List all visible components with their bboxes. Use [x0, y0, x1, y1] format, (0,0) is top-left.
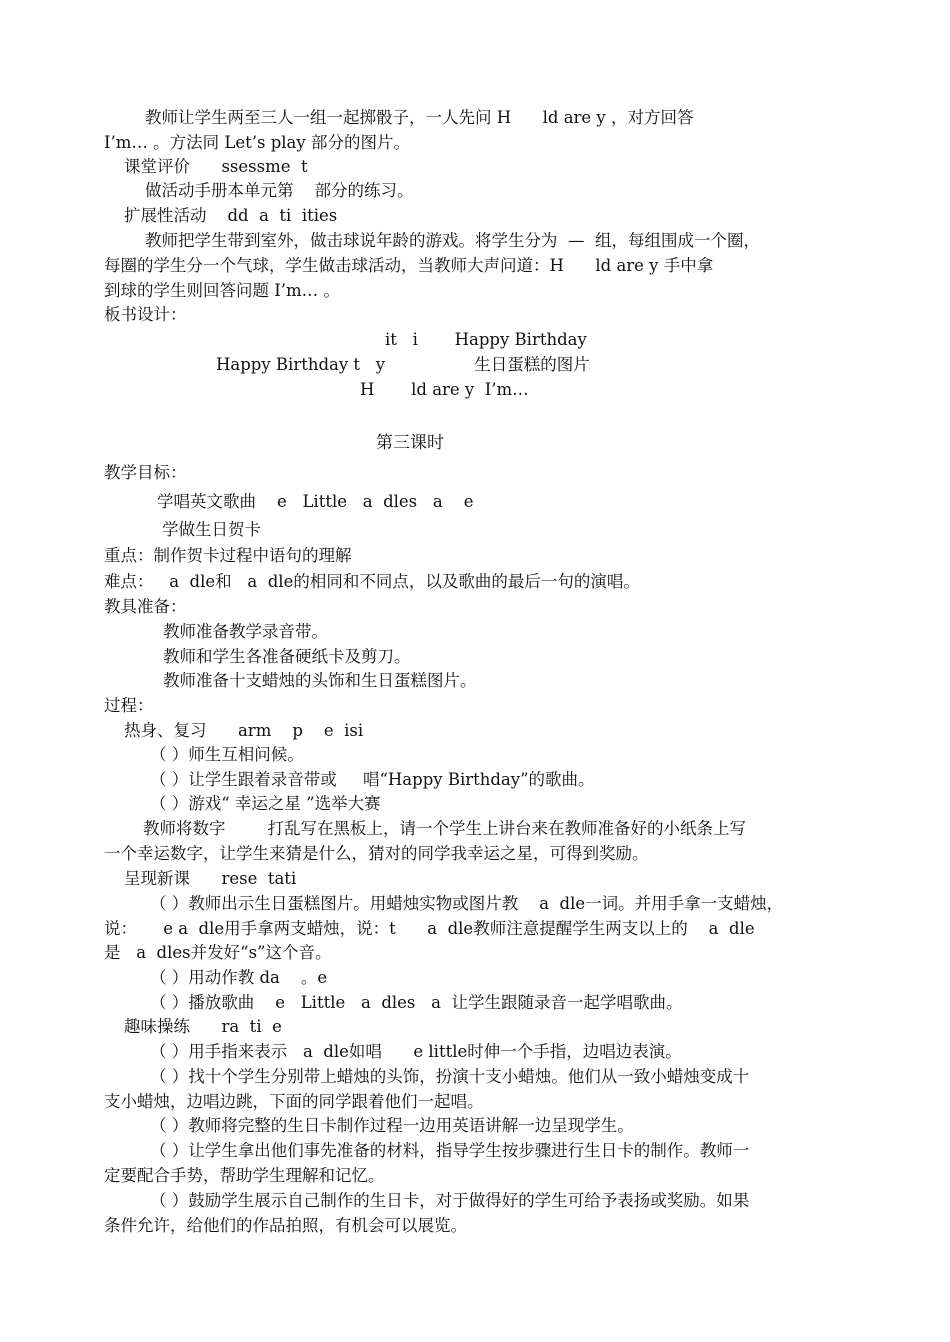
section-heading: 教具准备： [104, 597, 187, 616]
list-item: （ ）师生互相问候。 [150, 745, 304, 764]
list-item: （ ）用动作教 da 。e [150, 968, 328, 987]
paragraph-line: 重点：制作贺卡过程中语句的理解 [104, 546, 352, 565]
paragraph-line: 是 a dles并发好“s”这个音。 [104, 943, 332, 962]
list-item: 教师准备十支蜡烛的头饰和生日蛋糕图片。 [163, 671, 477, 690]
subsection-heading: 呈现新课 rese tati [124, 869, 297, 888]
paragraph-line: 教师将数字 打乱写在黑板上，请一个学生上讲台来在教师准备好的小纸条上写 [143, 819, 746, 838]
list-item: （ ）让学生跟着录音带或 唱“Happy Birthday”的歌曲。 [150, 770, 595, 789]
list-item: 学做生日贺卡 [162, 520, 261, 539]
section-heading: 课堂评价 ssessme t [124, 157, 308, 176]
section-heading: 板书设计： [104, 305, 187, 324]
board-design-line: H ld are y I’m… [360, 380, 529, 399]
section-heading: 扩展性活动 dd a ti ities [124, 206, 338, 225]
paragraph-line: 难点： a dle和 a dle的相同和不同点，以及歌曲的最后一句的演唱。 [104, 572, 640, 591]
board-design-line: Happy Birthday t y 生日蛋糕的图片 [216, 355, 590, 374]
list-item: （ ）用手指来表示 a dle如唱 e little时伸一个手指，边唱边表演。 [150, 1042, 682, 1061]
paragraph-line: 教师把学生带到室外，做击球说年龄的游戏。将学生分为 — 组，每组围成一个圈， [145, 231, 760, 250]
paragraph-line: 支小蜡烛，边唱边跳，下面的同学跟着他们一起唱。 [104, 1092, 484, 1111]
board-design-line: it i Happy Birthday [385, 330, 587, 349]
list-item: 教师准备教学录音带。 [163, 622, 328, 641]
lesson-title: 第三课时 [376, 433, 444, 453]
paragraph-line: 每圈的学生分一个气球，学生做击球活动，当教师大声问道：H ld are y 手中拿 [104, 256, 714, 275]
paragraph-line: 一个幸运数字，让学生来猜是什么，猜对的同学我幸运之星，可得到奖励。 [104, 844, 649, 863]
paragraph-line: 教师让学生两至三人一组一起掷骰子，一人先问 H ld are y ，对方回答 [145, 108, 694, 127]
subsection-heading: 热身、复习 arm p e isi [124, 721, 364, 740]
list-item: （ ）播放歌曲 e Little a dles a 让学生跟随录音一起学唱歌曲。 [150, 993, 683, 1012]
subsection-heading: 趣味操练 ra ti e [124, 1017, 282, 1036]
paragraph-line: 到球的学生则回答问题 I’m… 。 [104, 281, 340, 300]
list-item: （ ）找十个学生分别带上蜡烛的头饰，扮演十支小蜡烛。他们从一致小蜡烛变成十 [150, 1067, 750, 1086]
list-item: （ ）教师出示生日蛋糕图片。用蜡烛实物或图片教 a dle一词。并用手拿一支蜡烛， [150, 894, 784, 913]
paragraph-line: 说： e a dle用手拿两支蜡烛，说：t a dle教师注意提醒学生两支以上的 a dle [104, 919, 755, 938]
list-item: （ ）教师将完整的生日卡制作过程一边用英语讲解一边呈现学生。 [150, 1116, 634, 1135]
paragraph-line: 做活动手册本单元第 部分的练习。 [145, 181, 414, 200]
paragraph-line: 定要配合手势，帮助学生理解和记忆。 [104, 1166, 385, 1185]
paragraph-line: I’m… 。方法同 Let’s play 部分的图片。 [104, 133, 410, 152]
section-heading: 教学目标： [104, 463, 187, 482]
list-item: （ ）鼓励学生展示自己制作的生日卡，对于做得好的学生可给予表扬或奖励。如果 [150, 1191, 750, 1210]
paragraph-line: 条件允许，给他们的作品拍照，有机会可以展览。 [104, 1216, 467, 1235]
list-item: 教师和学生各准备硬纸卡及剪刀。 [163, 647, 411, 666]
list-item: （ ）游戏“ 幸运之星 ”选举大赛 [150, 794, 381, 813]
section-heading: 过程： [104, 696, 154, 715]
list-item: 学唱英文歌曲 e Little a dles a e [157, 492, 474, 511]
list-item: （ ）让学生拿出他们事先准备的材料，指导学生按步骤进行生日卡的制作。教师一 [150, 1141, 750, 1160]
